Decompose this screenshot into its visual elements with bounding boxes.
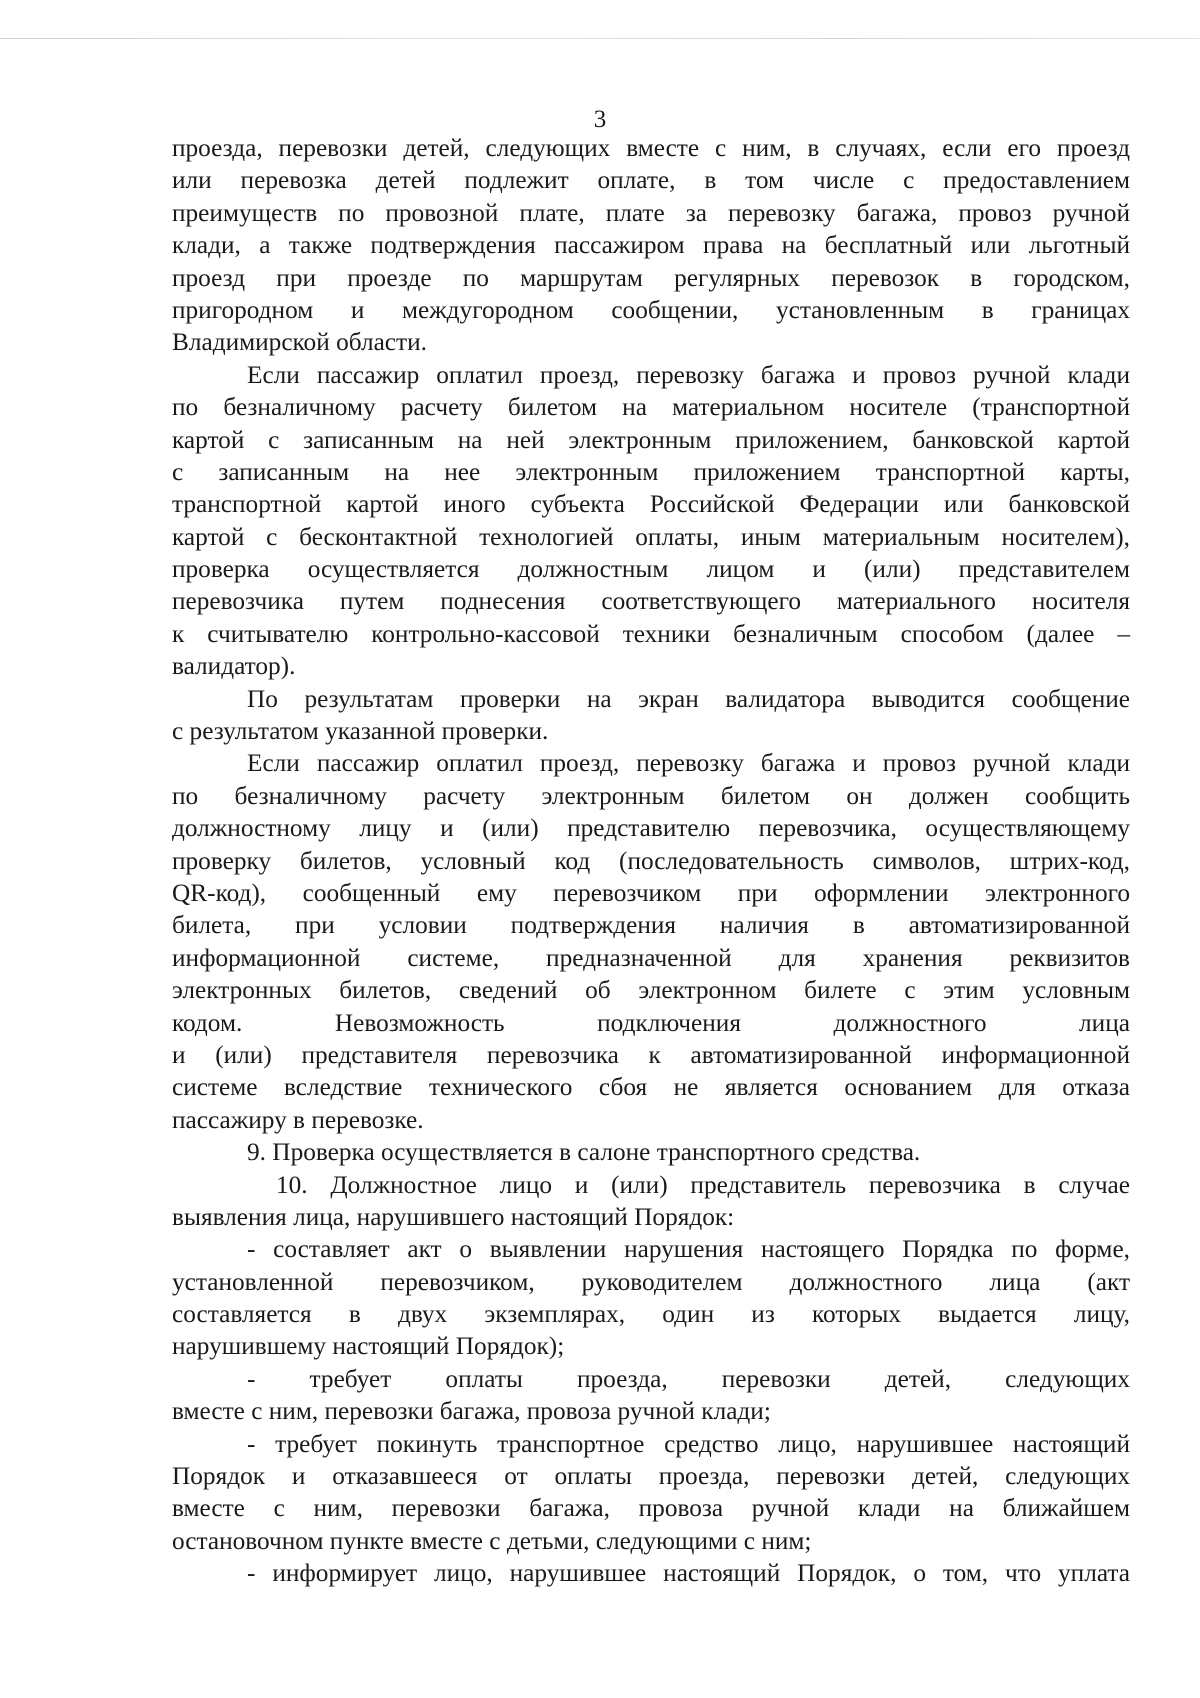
text-line: По результатам проверки на экран валидатора выводится сообщение	[247, 684, 1130, 713]
text-line: выявления лица, нарушившего настоящий Порядок:	[172, 1202, 735, 1231]
text-line: Если пассажир оплатил проезд, перевозку багажа и провоз ручной клади	[247, 749, 1130, 778]
text-line: по безналичному расчету электронным билетом он должен сообщить	[172, 781, 1130, 810]
text-line: Если пассажир оплатил проезд, перевозку багажа и провоз ручной клади	[247, 360, 1130, 389]
text-line: QR-код), сообщенный ему перевозчиком при оформлении электронного	[172, 878, 1130, 907]
text-line: вместе с ним, перевозки багажа, провоза ручной клади;	[172, 1397, 771, 1426]
text-line: информационной системе, предназначенной для хранения реквизитов	[172, 943, 1130, 972]
text-line: - составляет акт о выявлении нарушения настоящего Порядка по форме,	[247, 1235, 1130, 1264]
text-line: проезд при проезде по маршрутам регулярных перевозок в городском,	[172, 263, 1130, 292]
text-line: установленной перевозчиком, руководителем должностного лица (акт	[172, 1267, 1130, 1296]
text-line: кодом. Невозможность подключения должностного лица	[172, 1008, 1130, 1037]
text-line: по безналичному расчету билетом на материальном носителе (транспортной	[172, 393, 1130, 422]
text-line: 10. Должностное лицо и (или) представитель перевозчика в случае	[276, 1170, 1130, 1199]
text-line: клади, а также подтверждения пассажиром права на бесплатный или льготный	[172, 231, 1130, 260]
text-line: билета, при условии подтверждения наличия в автоматизированной	[172, 911, 1130, 940]
text-line: Порядок и отказавшееся от оплаты проезда, перевозки детей, следующих	[172, 1462, 1130, 1491]
text-line: преимуществ по провозной плате, плате за перевозку багажа, провоз ручной	[172, 198, 1130, 227]
text-line: с записанным на нее электронным приложением транспортной карты,	[172, 457, 1130, 486]
text-line: или перевозка детей подлежит оплате, в том числе с предоставлением	[172, 166, 1130, 195]
text-line: картой с бесконтактной технологией оплаты, иным материальным носителем),	[172, 522, 1130, 551]
text-line: - требует покинуть транспортное средство лицо, нарушившее настоящий	[247, 1429, 1130, 1458]
document-body	[172, 132, 1130, 1590]
text-line: транспортной картой иного субъекта Российской Федерации или банковской	[172, 490, 1130, 519]
page-number: 3	[593, 106, 607, 133]
text-line: и (или) представителя перевозчика к автоматизированной информационной	[172, 1040, 1130, 1069]
text-line: нарушившему настоящий Порядок);	[172, 1332, 565, 1361]
text-line: электронных билетов, сведений об электронном билете с этим условным	[172, 976, 1130, 1005]
text-line: проезда, перевозки детей, следующих вместе с ним, в случаях, если его проезд	[172, 134, 1130, 162]
text-line: составляется в двух экземплярах, один из которых выдается лицу,	[172, 1300, 1130, 1329]
text-line: к считывателю контрольно-кассовой техники безналичным способом (далее –	[172, 619, 1130, 648]
text-line: - требует оплаты проезда, перевозки детей, следующих	[247, 1364, 1130, 1393]
text-line: системе вследствие технического сбоя не является основанием для отказа	[172, 1073, 1130, 1102]
scan-top-edge	[0, 38, 1200, 39]
text-line: валидатор).	[172, 652, 296, 681]
text-line: остановочном пункте вместе с детьми, следующими с ним;	[172, 1526, 812, 1555]
text-line: 9. Проверка осуществляется в салоне транспортного средства.	[247, 1138, 921, 1167]
text-line: перевозчика путем поднесения соответствующего материального носителя	[172, 587, 1130, 616]
text-line: проверка осуществляется должностным лицом и (или) представителем	[172, 555, 1130, 584]
text-line: картой с записанным на ней электронным приложением, банковской картой	[172, 425, 1130, 454]
text-line: - информирует лицо, нарушившее настоящий Порядок, о том, что уплата	[247, 1559, 1130, 1588]
text-line: проверку билетов, условный код (последовательность символов, штрих-код,	[172, 846, 1130, 875]
text-line: пригородном и междугородном сообщении, установленным в границах	[172, 295, 1130, 324]
text-line: Владимирской области.	[172, 328, 427, 357]
text-line: с результатом указанной проверки.	[172, 717, 549, 746]
text-line: вместе с ним, перевозки багажа, провоза ручной клади на ближайшем	[172, 1494, 1130, 1523]
text-line: должностному лицу и (или) представителю перевозчика, осуществляющему	[172, 814, 1130, 843]
text-line: пассажиру в перевозке.	[172, 1105, 424, 1134]
